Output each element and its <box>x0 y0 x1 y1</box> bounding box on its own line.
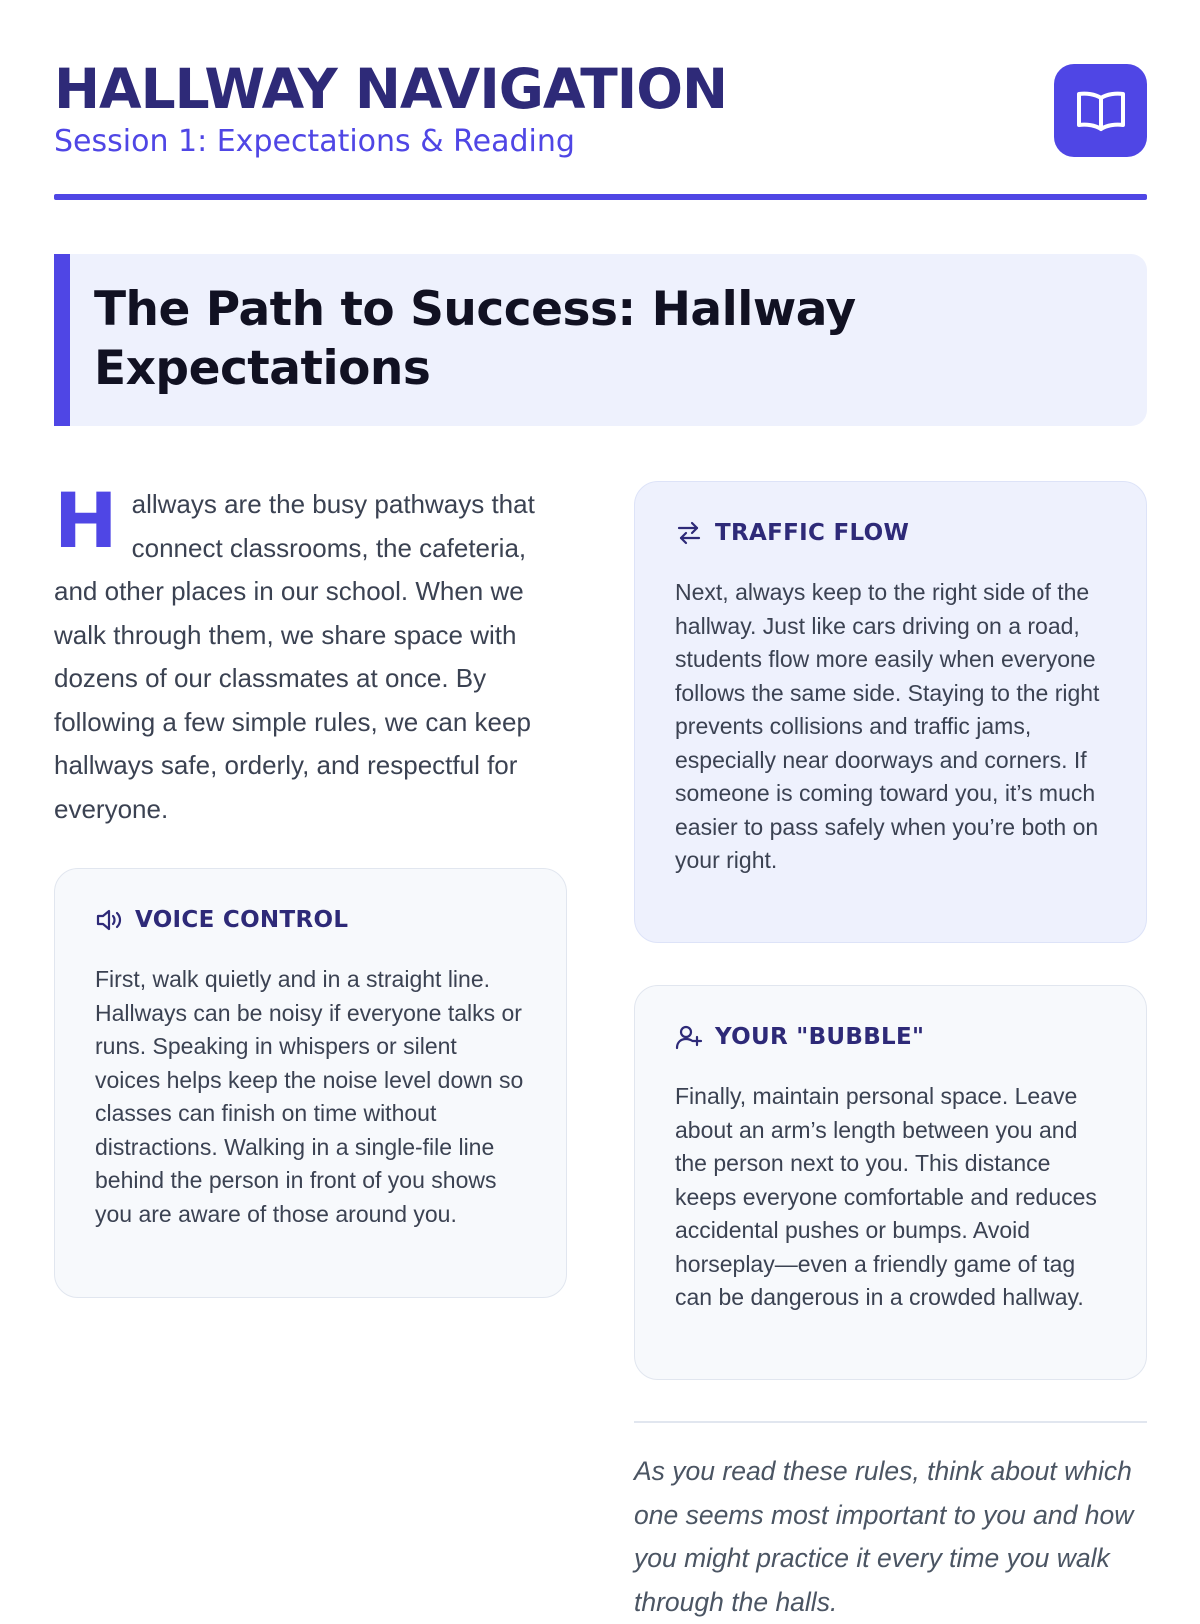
traffic-flow-card <box>634 481 1147 943</box>
section-banner <box>54 254 1147 426</box>
book-badge <box>1054 64 1147 157</box>
card-title: YOUR "BUBBLE" <box>715 1024 925 1050</box>
page-header <box>54 58 1147 200</box>
closing-divider <box>634 1421 1147 1423</box>
section-title: The Path to Success: Hallway Expectations <box>94 282 856 396</box>
book-open-icon <box>1075 89 1127 133</box>
intro-paragraph <box>54 476 569 831</box>
user-plus-icon <box>675 1024 703 1050</box>
drop-cap: H <box>54 476 118 565</box>
card-body: First, walk quietly and in a straight line. Hallways can be noisy if everyone talks or runs. Speaking in whispers or silent voices helps keep the noise level down so classes can finish on time without distractions. Walking in a single-file line behind the person in front of you shows you are aware of those around you. <box>95 966 524 1227</box>
card-header <box>675 1024 924 1050</box>
banner-accent-bar <box>54 254 70 426</box>
card-title: VOICE CONTROL <box>135 907 349 933</box>
card-body: Next, always keep to the right side of the hallway. Just like cars driving on a road, students flow more easily when everyone follows the same side. Staying to the right prevents collisions and traffic jams, especially near doorways and corners. If someone is coming toward you, it’s much easier to pass safely when you’re both on your right. <box>675 579 1100 873</box>
card-body: Finally, maintain personal space. Leave about an arm’s length between you and the person next to you. This distance keeps everyone comfortable and reduces accidental pushes or bumps. Avoid horseplay—even a friendly game of tag can be dangerous in a crowded hallway. <box>675 1083 1097 1310</box>
volume-icon <box>95 907 123 933</box>
voice-control-card <box>54 868 567 1298</box>
card-header <box>95 907 348 933</box>
header-divider <box>54 194 1147 200</box>
card-title: TRAFFIC FLOW <box>715 520 910 546</box>
closing-reflection: As you read these rules, think about which one seems most important to you and how you might practice it every time you walk through the halls. <box>634 1456 1134 1617</box>
card-header <box>675 520 909 546</box>
personal-bubble-card <box>634 985 1147 1380</box>
page-subtitle: Session 1: Expectations & Reading <box>54 124 575 159</box>
intro-text: allways are the busy pathways that connect classrooms, the cafeteria, and other places in our school. When we walk through them, we share space with dozens of our classmates at once. By following a few simple rules, we can keep hallways safe, orderly, and respectful for everyone. <box>54 489 535 824</box>
worksheet-page <box>54 0 1147 1617</box>
arrows-exchange-icon <box>675 520 703 546</box>
page-title: HALLWAY NAVIGATION <box>54 57 727 121</box>
